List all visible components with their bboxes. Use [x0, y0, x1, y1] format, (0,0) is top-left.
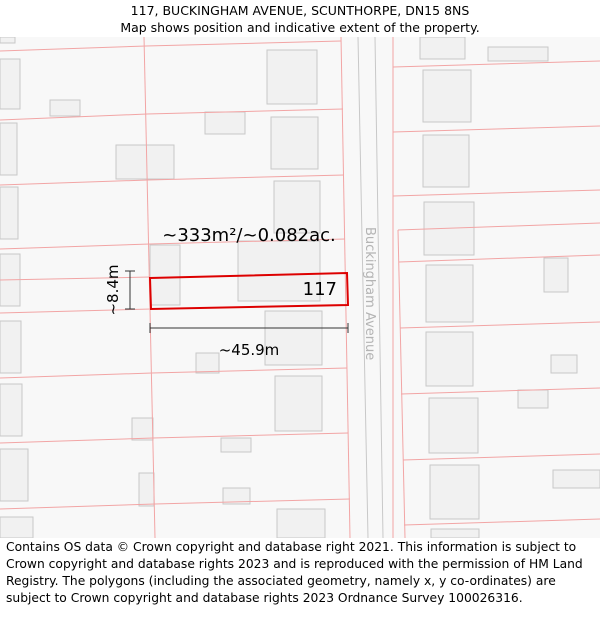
property-address-title: 117, BUCKINGHAM AVENUE, SCUNTHORPE, DN15 8NS [130, 3, 470, 18]
building [420, 37, 465, 59]
building [0, 321, 21, 373]
height-dimension-label: ~8.4m [104, 264, 122, 316]
building [0, 59, 20, 109]
building [551, 355, 577, 373]
building [0, 37, 15, 43]
building [221, 438, 251, 452]
map-subtitle: Map shows position and indicative extent of the property. [120, 20, 480, 35]
building [196, 353, 219, 373]
building [518, 390, 548, 408]
building [277, 509, 325, 538]
street-label: Buckingham Avenue [362, 227, 377, 361]
building [426, 265, 473, 322]
building [139, 473, 154, 506]
area-label: ~333m²/~0.082ac. [162, 225, 336, 246]
building [132, 418, 153, 440]
building [150, 245, 180, 305]
building [275, 376, 322, 431]
map-canvas[interactable] [0, 37, 600, 538]
copyright-footer: Contains OS data © Crown copyright and database right 2021. This information is subject to Crown copyright and database rights 2023 and is reproduced with the permission of HM Land Registry. The polygons (including the associated geometry, namely x, y co-ordinates) are subject to Crown copyright and database rights 2023 Ordnance Survey 100026316. [6, 540, 583, 605]
building [116, 145, 174, 179]
building [488, 47, 548, 61]
width-dimension-label: ~45.9m [218, 341, 280, 359]
building [431, 529, 479, 538]
building [267, 50, 317, 104]
map-svg [0, 37, 600, 538]
building [0, 123, 17, 175]
building [0, 517, 33, 538]
building [0, 187, 18, 239]
building [0, 384, 22, 436]
building [50, 100, 80, 116]
map-header [0, 0, 600, 36]
building [426, 332, 473, 386]
building [429, 398, 478, 453]
building [544, 258, 568, 292]
building [430, 465, 479, 519]
building [423, 135, 469, 187]
building [553, 470, 600, 488]
property-number-label: 117 [302, 279, 337, 300]
building [205, 112, 245, 134]
building [271, 117, 318, 169]
building [0, 449, 28, 501]
building [423, 70, 471, 122]
